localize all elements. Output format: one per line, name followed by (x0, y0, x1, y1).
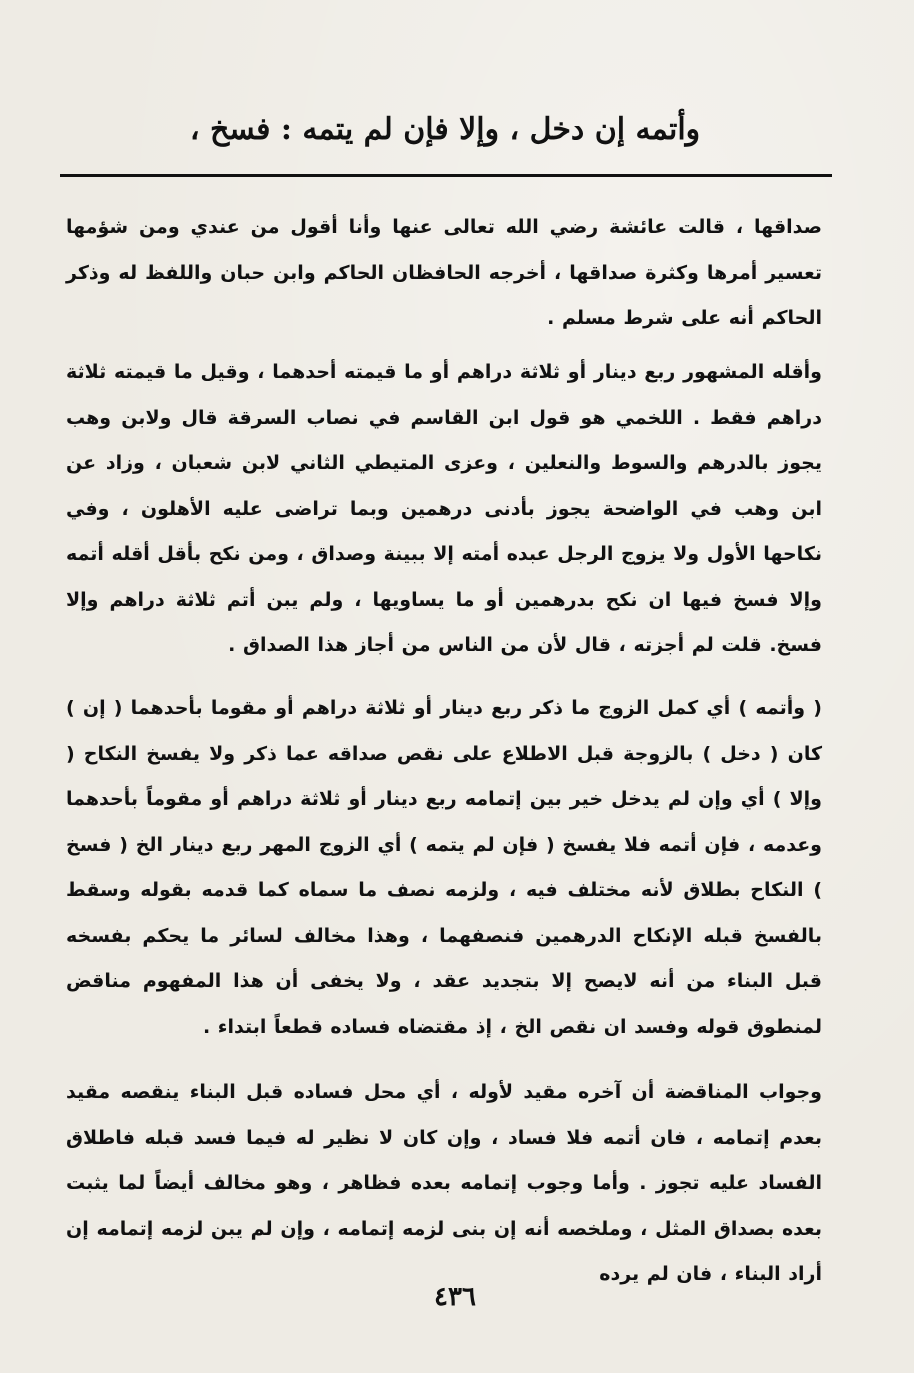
page-heading: وأتمه إن دخل ، وإلا فإن لم يتمه : فسخ ، (189, 112, 701, 147)
paragraph-1: صداقها ، قالت عائشة رضي الله تعالى عنها وأنا أقول من عندي ومن شؤمها تعسير أمرها وكثرة صداقها ، أخرجه الحافظان الحاكم وابن حبان واللفظ له وذكر الحاكم أنه على شرط مسلم . (66, 216, 822, 329)
paragraph-4: وجواب المناقضة أن آخره مقيد لأوله ، أي محل فساده قبل البناء ينقصه مقيد بعدم إتمامه ، فان أتمه فلا فساد ، وإن كان لا نظير له فيما فسد قبله فاطلاق الفساد عليه تجوز . وأما وجوب إتمامه بعده فظاهر ، وهو مخالف أيضاً لما يثبت بعده بصداق المثل ، وملخصه أنه إن بنى لزمه إتمامه ، وإن لم يبن لزمه إتمامه إن أراد البناء ، فان لم يرده (66, 1081, 822, 1285)
paragraph-2: وأقله المشهور ربع دينار أو ثلاثة دراهم أو ما قيمته أحدهما ، وقيل ما قيمته ثلاثة دراهم فقط . اللخمي هو قول ابن القاسم في نصاب السرقة قال ولابن وهب يجوز بالدرهم والسوط والنعلين ، وعزى المتيطي الثاني لابن شعبان ، وزاد عن ابن وهب في الواضحة يجوز بأدنى درهمين وبما تراضى عليه الأهلون ، وفي نكاحها الأول ولا يزوج الرجل عبده أمته إلا ببينة وصداق ، ومن نكح بأقل أقله أتمه وإلا فسخ فيها ان نكح بدرهمين أو ما يساويها ، ولم يبن أتم ثلاثة دراهم وإلا فسخ. قلت لم أجزته ، قال لأن من الناس من أجاز هذا الصداق . (66, 361, 822, 656)
header-divider (60, 174, 832, 177)
page-number: ٤٣٦ (434, 1282, 476, 1312)
paragraph-3: ( وأتمه ) أي كمل الزوج ما ذكر ربع دينار أو ثلاثة دراهم أو مقوما بأحدهما ( إن ) كان ( دخل ) بالزوجة قبل الاطلاع على نقص صداقه عما ذكر ولا يفسخ النكاح ( وإلا ) أي وإن لم يدخل خير بين إتمامه ربع دينار أو ثلاثة دراهم أو مقوماً بأحدهما وعدمه ، فإن أتمه فلا يفسخ ( فإن لم يتمه ) أي الزوج المهر ربع دينار الخ ( فسخ ) النكاح بطلاق لأنه مختلف فيه ، ولزمه نصف ما سماه كما قدمه بقوله وسقط بالفسخ قبله الإنكاح الدرهمين فنصفهما ، وهذا مخالف لسائر ما يحكم بفسخه قبل البناء من أنه لايصح إلا بتجديد عقد ، ولا يخفى أن هذا المفهوم مناقض لمنطوق قوله وفسد ان نقص الخ ، إذ مقتضاه فساده قطعاً ابتداء . (66, 697, 822, 1038)
